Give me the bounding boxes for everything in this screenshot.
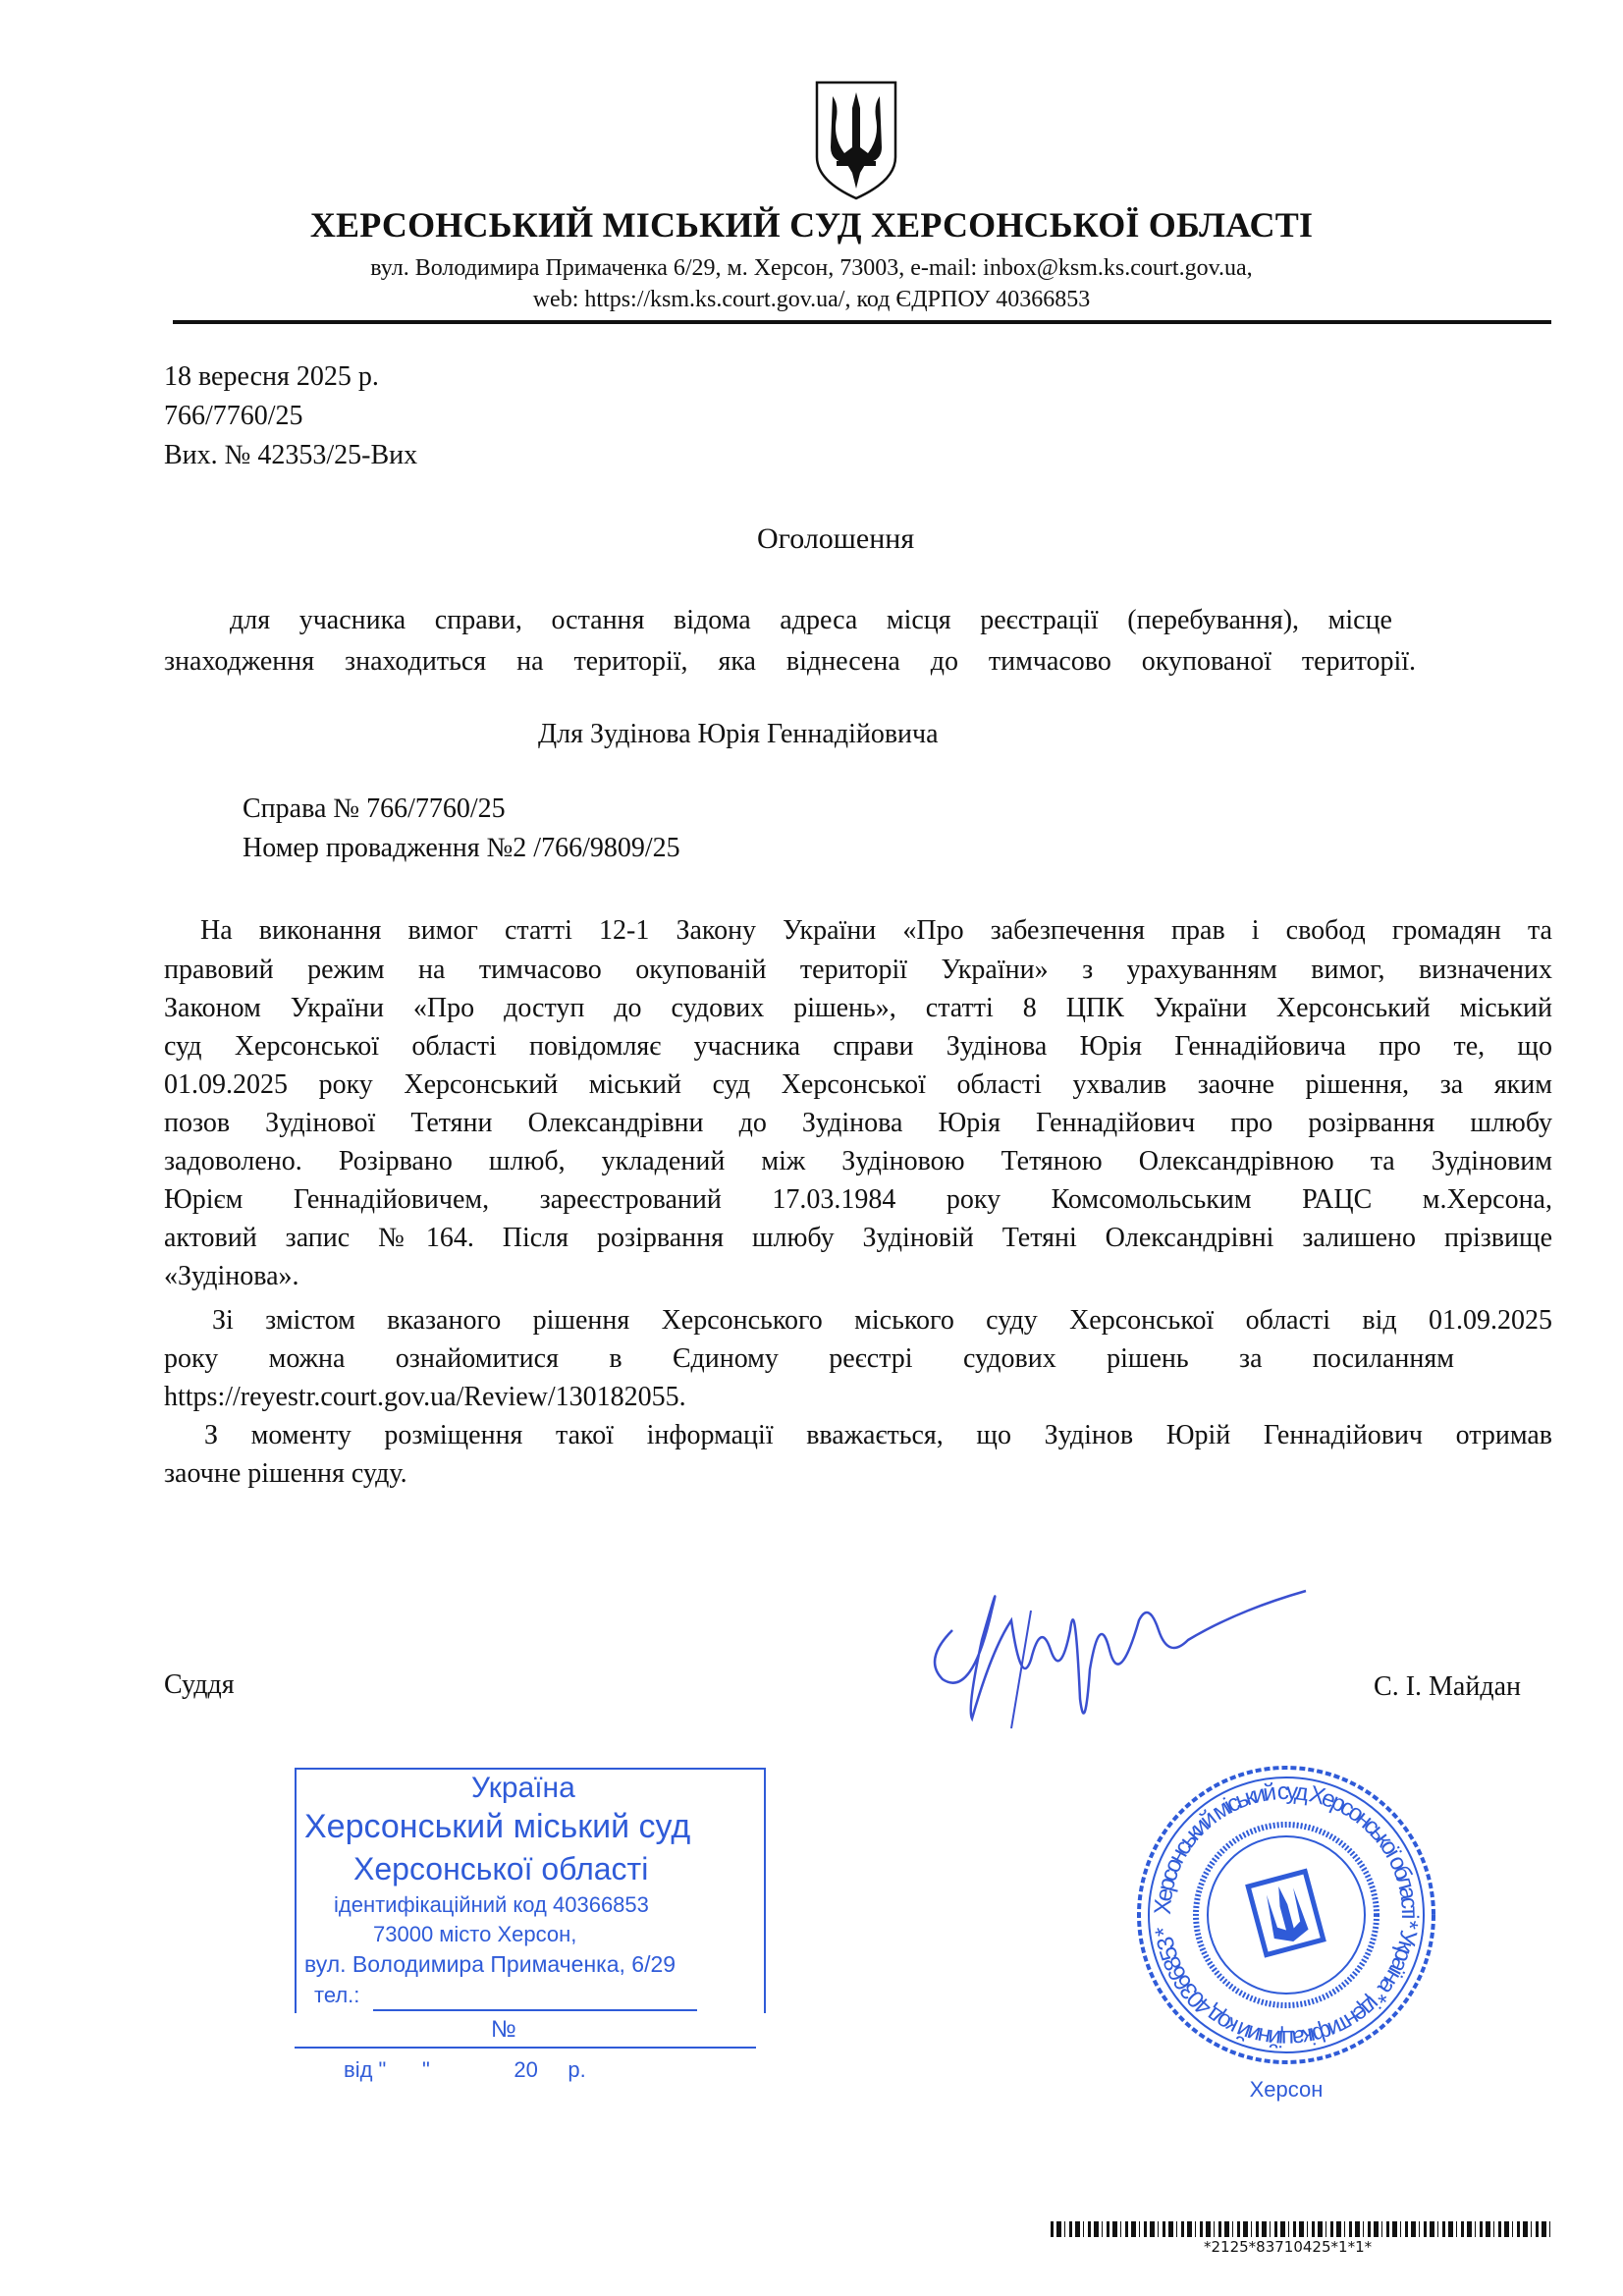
body-line: задоволено. Розірвано шлюб, укладений між Зудіновою Тетяною Олександрівною та Зудіновим [164, 1146, 1552, 1176]
barcode [1051, 2221, 1551, 2237]
body-line: Юрієм Геннадійовичем, зареєстрований 17.03.1984 року Комсомольським РАЦС м.Херсона, [164, 1184, 1552, 1215]
intro-line: знаходження знаходиться на території, яка віднесена до тимчасово окупованої території. [164, 646, 1416, 677]
signature-role: Суддя [164, 1669, 235, 1700]
court-address: вул. Володимира Примаченка 6/29, м. Херсон, 73003, e-mail: inbox@ksm.ks.court.gov.ua, [370, 255, 1253, 281]
case-reference: 766/7760/25 [164, 401, 303, 431]
coat-of-arms-icon [811, 79, 903, 200]
body-line: року можна ознайомитися в Єдиному реєстрі судових рішень за посиланням [164, 1343, 1454, 1374]
stamp-line: 73000 місто Херсон, [373, 1922, 577, 1946]
stamp-line: Херсонський міський суд [304, 1808, 691, 1845]
seal-outer-text: Херсонський міський суд Херсонської області * Україна * ідентифікаційний код 40366853 * [1149, 1777, 1424, 2052]
registration-stamp [295, 1768, 766, 2102]
body-line: суд Херсонської області повідомляє учасника справи Зудінова Юрія Геннадійовича про те, що [164, 1031, 1552, 1062]
court-seal [1129, 1758, 1443, 2111]
judge-signature [913, 1552, 1325, 1748]
stamp-phone: тел.: [314, 1983, 360, 2007]
barcode-text: *2125*83710425*1*1* [1204, 2238, 1373, 2256]
body-line: заочне рішення суду. [164, 1458, 407, 1489]
body-line: Зі змістом вказаного рішення Херсонського міського суду Херсонської області від 01.09.2025 [212, 1305, 1552, 1336]
addressee: Для Зудінова Юрія Геннадійовича [538, 719, 939, 749]
proceeding-number: Номер провадження №2 /766/9809/25 [243, 833, 680, 863]
stamp-date: від " " 20 р. [344, 2057, 586, 2082]
court-web-code: web: https://ksm.ks.court.gov.ua/, код ЄДРПОУ 40366853 [532, 287, 1091, 312]
stamp-number: № [491, 2016, 516, 2043]
body-line: На виконання вимог статті 12-1 Закону України «Про забезпечення прав і свобод громадян та [200, 915, 1552, 946]
intro-line: для учасника справи, остання відома адреса місця реєстрації (перебування), місце [230, 605, 1392, 635]
stamp-line: вул. Володимира Примаченка, 6/29 [304, 1951, 676, 1977]
body-line: З моменту розміщення такої інформації вважається, що Зудінов Юрій Геннадійович отримав [204, 1420, 1552, 1450]
body-line: 01.09.2025 року Херсонський міський суд Херсонської області ухвалив заочне рішення, за яким [164, 1069, 1552, 1100]
header-divider [173, 320, 1551, 324]
document-date: 18 вересня 2025 р. [164, 361, 379, 392]
body-line: «Зудінова». [164, 1261, 299, 1291]
body-line: актовий запис №164. Після розірвання шлюбу Зудіновій Тетяні Олександрівні залишено прізвище [164, 1223, 1552, 1253]
body-line: https://reyestr.court.gov.ua/Review/130182055. [164, 1382, 686, 1412]
outgoing-number: Вих. № 42353/25-Вих [164, 440, 418, 470]
court-name-heading: ХЕРСОНСЬКИЙ МІСЬКИЙ СУД ХЕРСОНСЬКОЇ ОБЛАСТІ [309, 205, 1314, 245]
body-line: позов Зудінової Тетяни Олександрівни до Зудінова Юрія Геннадійович про розірвання шлюбу [164, 1108, 1552, 1138]
case-number: Справа № 766/7760/25 [243, 793, 506, 824]
body-line: правовий режим на тимчасово окупованій території України» з урахуванням вимог, визначених [164, 955, 1552, 985]
body-line: Законом України «Про доступ до судових рішень», статті 8 ЦПК України Херсонський міський [164, 993, 1552, 1023]
document-title: Оголошення [757, 522, 915, 555]
stamp-country: Україна [471, 1772, 575, 1804]
stamp-line: Херсонської області [353, 1851, 649, 1886]
seal-city: Херсон [1249, 2077, 1324, 2102]
stamp-line: ідентифікаційний код 40366853 [334, 1892, 649, 1917]
seal-emblem-icon [1248, 1872, 1324, 1955]
judge-name: С. І. Майдан [1374, 1671, 1521, 1702]
